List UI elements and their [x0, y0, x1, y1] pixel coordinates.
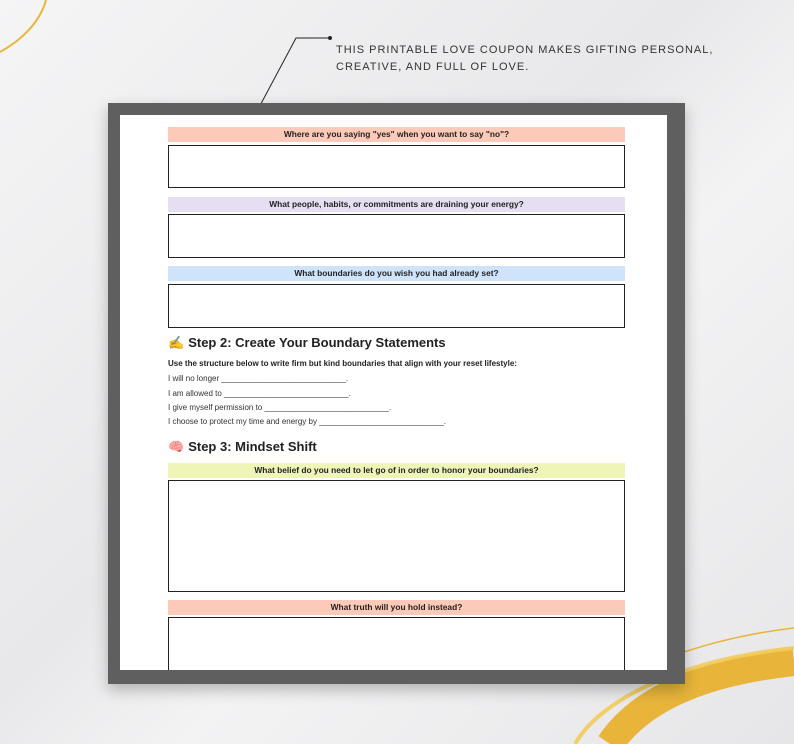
answer-box[interactable]	[168, 214, 625, 258]
question-label: Where are you saying "yes" when you want to say "no"?	[168, 127, 625, 142]
question-label: What truth will you hold instead?	[168, 600, 625, 615]
step-2-title: Step 2: Create Your Boundary Statements	[188, 335, 446, 350]
question-label: What belief do you need to let go of in order to honor your boundaries?	[168, 463, 625, 478]
question-label: What people, habits, or commitments are draining your energy?	[168, 197, 625, 212]
worksheet-page	[120, 115, 667, 670]
step-3-title: Step 3: Mindset Shift	[188, 439, 317, 454]
callout-text: THIS PRINTABLE LOVE COUPON MAKES GIFTING PERSONAL, CREATIVE, AND FULL OF LOVE.	[336, 44, 714, 73]
writing-hand-icon: ✍	[168, 335, 185, 350]
statement-line: I choose to protect my time and energy by ____________________________.	[168, 417, 446, 426]
answer-box[interactable]	[168, 284, 625, 328]
statement-line: I will no longer ____________________________.	[168, 374, 349, 383]
statement-line: I give myself permission to ____________________________.	[168, 403, 392, 412]
step-2-intro: Use the structure below to write firm but kind boundaries that align with your reset lifestyle:	[168, 359, 517, 368]
answer-box[interactable]	[168, 480, 625, 592]
answer-box[interactable]	[168, 617, 625, 670]
step-3-heading	[168, 439, 317, 455]
question-label: What boundaries do you wish you had already set?	[168, 266, 625, 281]
brain-icon: 🧠	[168, 439, 185, 454]
step-2-heading	[168, 335, 446, 351]
answer-box[interactable]	[168, 145, 625, 188]
statement-line: I am allowed to ____________________________.	[168, 389, 351, 398]
